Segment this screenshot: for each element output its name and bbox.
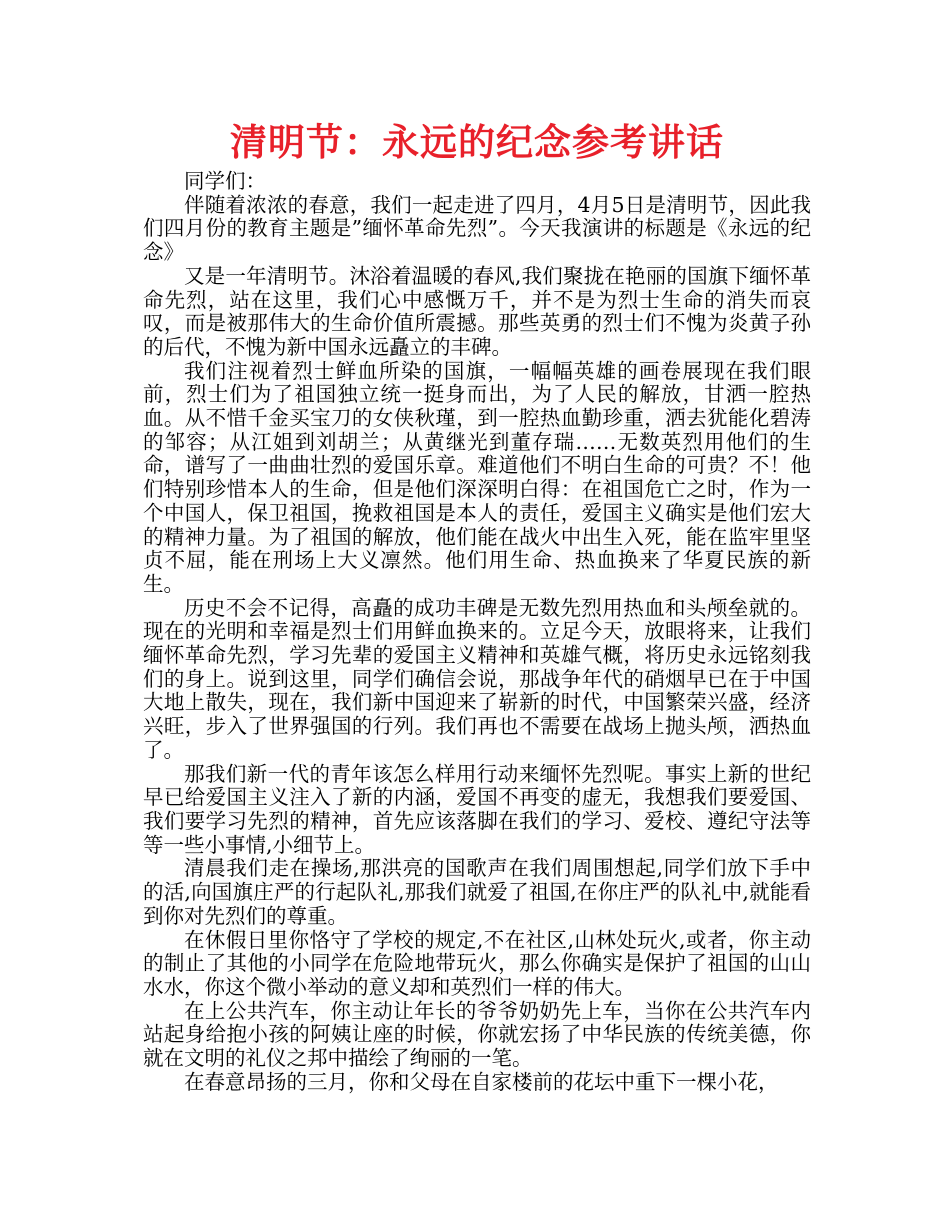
paragraph: 又是一年清明节。沐浴着温暖的春风,我们聚拢在艳丽的国旗下缅怀革命先烈，站在这里，我们心中感慨万千，并不是为烈士生命的消失而哀叹，而是被那伟大的生命价值所震撼。那些英勇的烈士们不愧为炎黄子孙的后代，不愧为新中国永远矗立的丰碑。	[143, 263, 811, 359]
paragraph: 历史不会不记得，高矗的成功丰碑是无数先烈用热血和头颅垒就的。现在的光明和幸福是烈士们用鲜血换来的。立足今天，放眼将来，让我们缅怀革命先烈，学习先辈的爱国主义精神和英雄气概，将历史永远铭刻我们的身上。说到这里，同学们确信会说，那战争年代的硝烟早已在于中国大地上散失，现在，我们新中国迎来了崭新的时代，中国繁荣兴盛，经济兴旺，步入了世界强国的行列。我们再也不需要在战场上抛头颅，洒热血了。	[143, 595, 811, 762]
document-body	[143, 170, 811, 1094]
salutation: 同学们：	[184, 169, 266, 193]
paragraph: 那我们新一代的青年该怎么样用行动来缅怀先烈呢。事实上新的世纪早已给爱国主义注入了新的内涵，爱国不再变的虚无，我想我们要爱国、我们要学习先烈的精神，首先应该落脚在我们的学习、爱校、遵纪守法等等一些小事情,小细节上。	[143, 761, 811, 857]
paragraph: 伴随着浓浓的春意，我们一起走进了四月，4月5日是清明节，因此我们四月份的教育主题是”缅怀革命先烈”。今天我演讲的标题是《永远的纪念》	[143, 192, 811, 265]
paragraph: 在春意昂扬的三月，你和父母在自家楼前的花坛中重下一棵小花，	[184, 1069, 779, 1094]
paragraph: 清晨我们走在操场,那洪亮的国歌声在我们周围想起,同学们放下手中的活,向国旗庄严的行起队礼,那我们就爱了祖国,在你庄严的队礼中,就能看到你对先烈们的尊重。	[143, 856, 811, 928]
document-page	[143, 118, 811, 1094]
paragraph: 在休假日里你恪守了学校的规定,不在社区,山林处玩火,或者，你主动的制止了其他的小同学在危险地带玩火，那么你确实是保护了祖国的山山水水，你这个微小举动的意义却和英烈们一样的伟大。	[143, 927, 811, 999]
paragraph: 我们注视着烈士鲜血所染的国旗，一幅幅英雄的画卷展现在我们眼前，烈士们为了祖国独立统一挺身而出，为了人民的解放，甘洒一腔热血。从不惜千金买宝刀的女侠秋瑾，到一腔热血勤珍重，洒去犹能化碧涛的邹容；从江姐到刘胡兰；从黄继光到董存瑞……无数英烈用他们的生命，谱写了一曲曲壮烈的爱国乐章。难道他们不明白生命的可贵？不！他们特别珍惜本人的生命，但是他们深深明白得：在祖国危亡之时，作为一个中国人，保卫祖国，挽救祖国是本人的责任，爱国主义确实是他们宏大的精神力量。为了祖国的解放，他们能在战火中出生入死，能在监牢里坚贞不屈，能在刑场上大义凛然。他们用生命、热血换来了华夏民族的新生。	[143, 358, 811, 596]
document-title: 清明节：永远的纪念参考讲话	[230, 121, 724, 164]
paragraph: 在上公共汽车，你主动让年长的爷爷奶奶先上车，当你在公共汽车内站起身给抱小孩的阿姨让座的时候，你就宏扬了中华民族的传统美德，你就在文明的礼仪之邦中描绘了绚丽的一笔。	[143, 998, 811, 1071]
